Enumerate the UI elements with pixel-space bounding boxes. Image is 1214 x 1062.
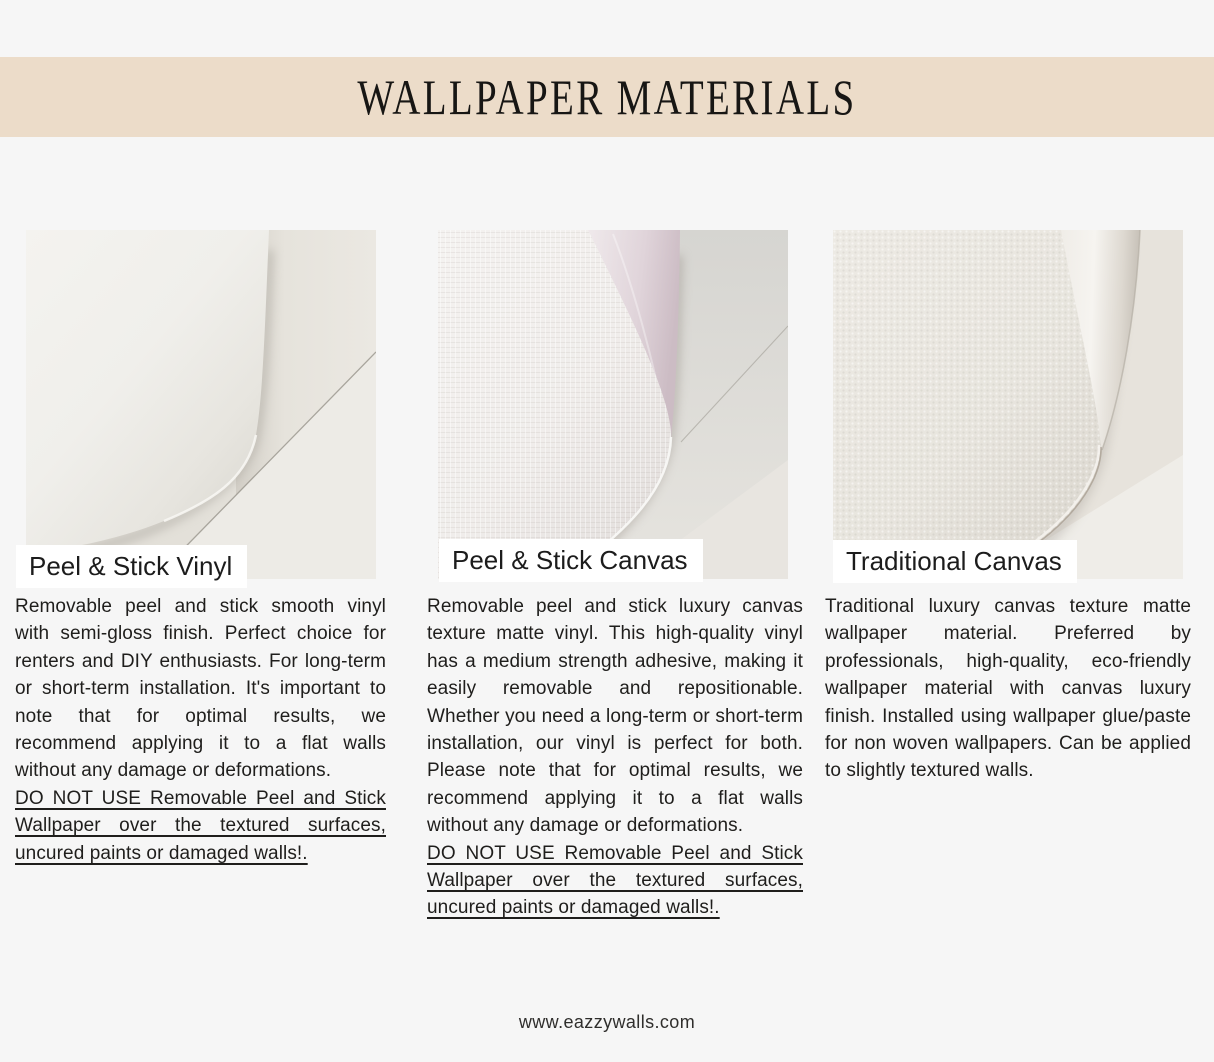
material-warning-peel-stick-canvas: DO NOT USE Removable Peel and Stick Wallpaper over the textured surfaces, uncured paints or damaged walls!.: [427, 842, 803, 919]
material-column-traditional-canvas: [825, 230, 1191, 785]
header-band: [0, 57, 1214, 137]
material-warning-peel-stick-vinyl: DO NOT USE Removable Peel and Stick Wallpaper over the textured surfaces, uncured paints or damaged walls!.: [15, 787, 386, 864]
material-description-peel-stick-vinyl: Removable peel and stick smooth vinyl with semi-gloss finish. Perfect choice for renters and DIY enthusiasts. For long-term or short-term installation. It's important to note that for optimal results, we recommend applying it to a flat walls without any damage or deformations.: [15, 596, 386, 782]
material-description-peel-stick-canvas: Removable peel and stick luxury canvas texture matte vinyl. This high-quality vinyl has a medium strength adhesive, making it easily removable and repositionable. Whether you need a long-term or short-term installation, our vinyl is perfect for both. Please note that for optimal results, we recommend applying it to a flat walls without any damage or deformations.: [427, 596, 803, 837]
woven-canvas-roll-illustration: [833, 230, 1183, 579]
material-label-peel-stick-vinyl: Peel & Stick Vinyl: [16, 545, 247, 588]
website-url: www.eazzywalls.com: [518, 1012, 696, 1032]
material-photo-peel-stick-canvas: [438, 230, 788, 579]
page-title: WALLPAPER MATERIALS: [357, 69, 857, 125]
smooth-vinyl-curl-illustration: [26, 230, 376, 579]
material-column-peel-stick-canvas: [427, 230, 803, 922]
material-photo-peel-stick-vinyl: [26, 230, 376, 579]
material-photo-traditional-canvas: [833, 230, 1183, 579]
material-label-traditional-canvas: Traditional Canvas: [833, 540, 1077, 583]
material-description-traditional-canvas: Traditional luxury canvas texture matte wallpaper material. Preferred by professionals, high-quality, eco-friendly wallpaper material with canvas luxury finish. Installed using wallpaper glue/paste for non woven wallpapers. Can be applied to slightly textured walls.: [825, 596, 1191, 782]
material-label-peel-stick-canvas: Peel & Stick Canvas: [439, 539, 703, 582]
canvas-vinyl-curl-illustration: [438, 230, 788, 579]
material-column-peel-stick-vinyl: [15, 230, 386, 867]
